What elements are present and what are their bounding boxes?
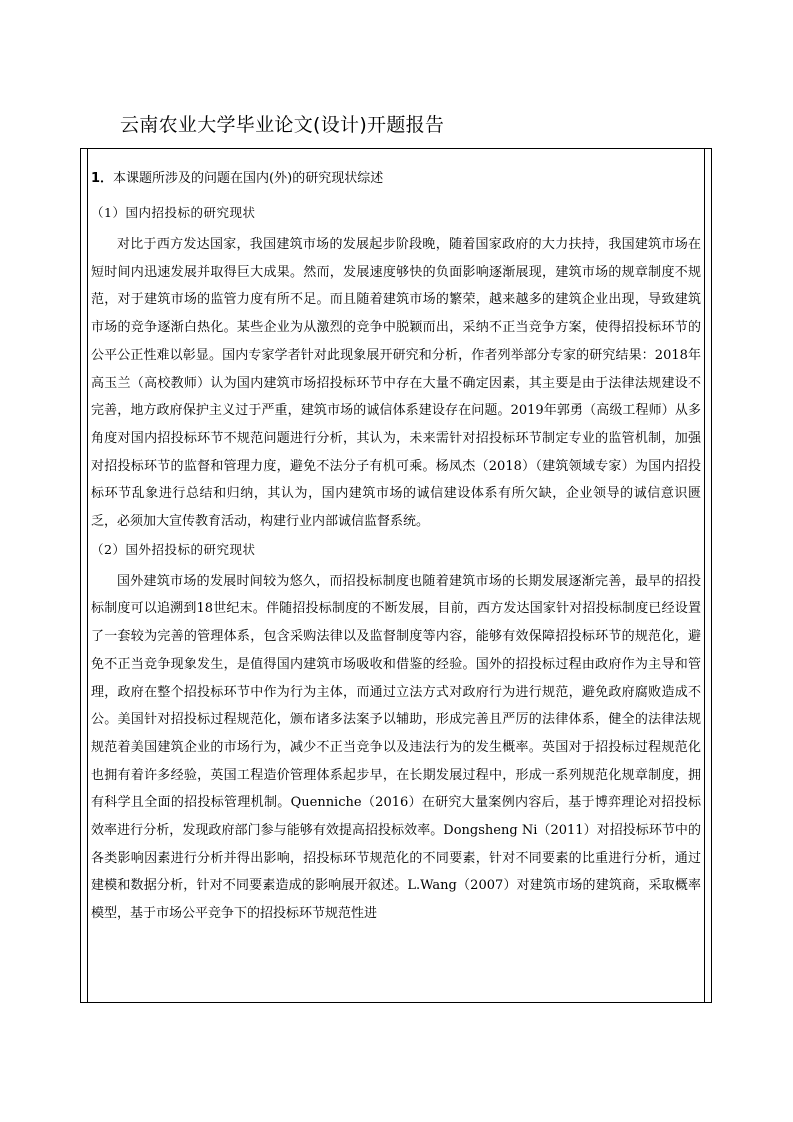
paragraph-domestic: 对比于西方发达国家，我国建筑市场的发展起步阶段晚，随着国家政府的大力扶持，我国建筑市场在短时间内迅速发展并取得巨大成果。然而，发展速度够快的负面影响逐渐展现，建筑市场的规章制度不规范，对于建筑市场的监管力度有所不足。而且随着建筑市场的繁荣，越来越多的建筑企业出现，导致建筑市场的竞争逐渐白热化。某些企业为从激烈的竞争中脱颖而出，采纳不正当竞争方案，使得招投标环节的公平公正性难以彰显。国内专家学者针对此现象展开研究和分析，作者列举部分专家的研究结果：2018年高玉兰（高校教师）认为国内建筑市场招投标环节中存在大量不确定因素，其主要是由于法律法规建设不完善，地方政府保护主义过于严重，建筑市场的诚信体系建设存在问题。2019年郭勇（高级工程师）从多角度对国内招投标环节不规范问题进行分析，其认为，未来需针对招投标环节制定专业的监管机制，加强对招投标环节的监督和管理力度，避免不法分子有机可乘。杨凤杰（2018）（建筑领域专家）为国内招投标环节乱象进行总结和归纳，其认为，国内建筑市场的诚信建设体系有所欠缺，企业领导的诚信意识匮乏，必须加大宣传教育活动，构建行业内部诚信监督系统。 [91,237,701,530]
section-heading [91,169,701,189]
section-heading-text: 本课题所涉及的问题在国内(外)的研究现状综述 [113,171,384,186]
document-title: 云南农业大学毕业论文(设计)开题报告 [120,114,445,136]
paragraph-foreign: 国外建筑市场的发展时间较为悠久，而招投标制度也随着建筑市场的长期发展逐渐完善，最早的招投标制度可以追溯到18世纪末。伴随招投标制度的不断发展，目前，西方发达国家针对招投标制度已经设置了一套较为完善的管理体系，包含采购法律以及监督制度等内容，能够有效保障招投标环节的规范化，避免不正当竞争现象发生，是值得国内建筑市场吸收和借鉴的经验。国外的招投标过程由政府作为主导和管理，政府在整个招投标环节中作为行为主体，而通过立法方式对政府行为进行规范，避免政府腐败造成不公。美国针对招投标过程规范化，颁布诸多法案予以辅助，形成完善且严厉的法律体系，健全的法律法规规范着美国建筑企业的市场行为，减少不正当竞争以及违法行为的发生概率。英国对于招投标过程规范化也拥有着许多经验，英国工程造价管理体系起步早，在长期发展过程中，形成一系列规范化规章制度，拥有科学且全面的招投标管理机制。Quenniche（2016）在研究大量案例内容后，基于博弈理论对招投标效率进行分析，发现政府部门参与能够有效提高招投标效率。Dongsheng Ni（2011）对招投标环节中的各类影响因素进行分析并得出影响，招投标环节规范化的不同要素，针对不同要素的比重进行分析，通过建模和数据分析，针对不同要素造成的影响展开叙述。L.Wang（2007）对建筑市场的建筑商，采取概率模型，基于市场公平竞争下的招投标环节规范性进 [91,573,701,922]
report-form-frame [80,148,712,1003]
section-number: 1． [91,171,114,186]
subsection-heading-foreign: （2）国外招投标的研究现状 [91,541,256,557]
report-content [91,169,701,932]
subsection-heading-domestic: （1）国内招投标的研究现状 [91,205,256,220]
